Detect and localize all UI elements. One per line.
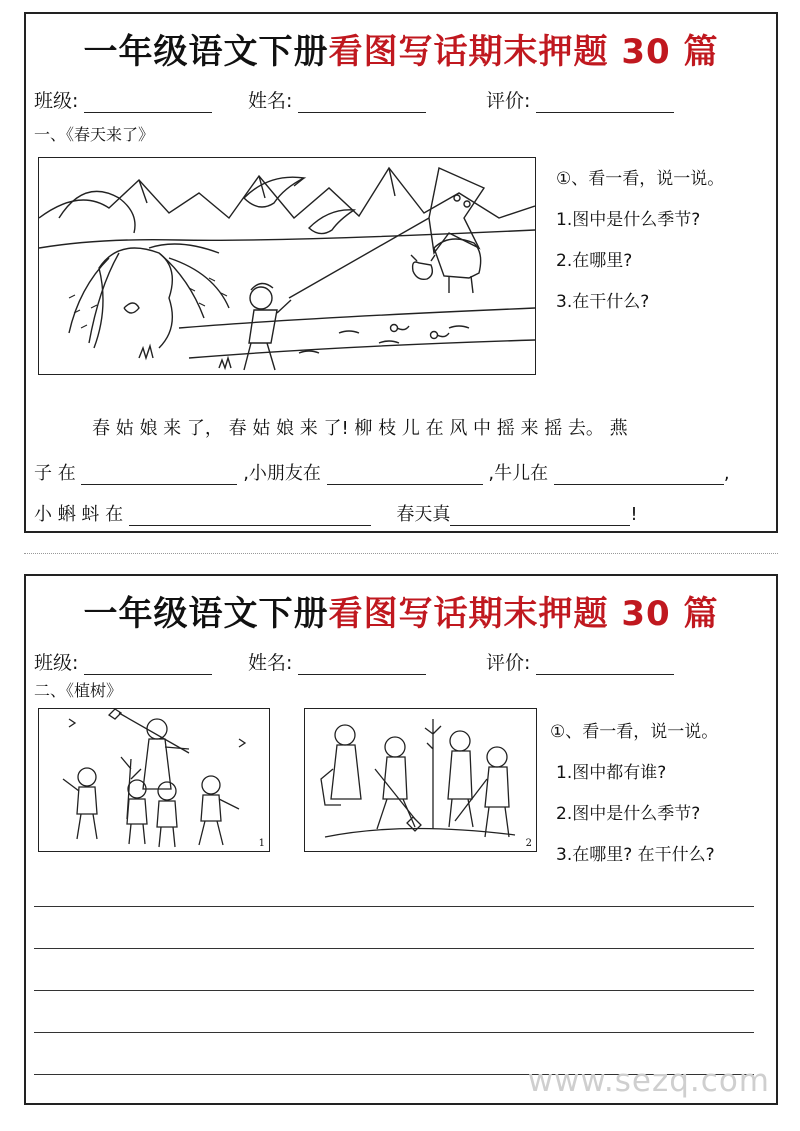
class-field xyxy=(34,648,212,675)
worksheet-1 xyxy=(24,12,778,533)
paragraph-line-3 xyxy=(34,500,768,526)
spring-illustration xyxy=(38,157,536,375)
eval-blank[interactable] xyxy=(536,92,674,113)
picture-number-1: 1 xyxy=(258,838,265,849)
paragraph-line-2 xyxy=(34,459,768,485)
question-3: 3.在干什么? xyxy=(556,292,650,312)
class-label: 班级: xyxy=(34,652,79,674)
worksheet-2 xyxy=(24,574,778,1105)
text-spring: 春天真 xyxy=(396,504,451,525)
text-tadpole: 小 蝌 蚪 在 xyxy=(34,504,124,525)
writing-line-4[interactable] xyxy=(34,1032,754,1033)
tree-planting-picture-2 xyxy=(304,708,537,852)
class-blank[interactable] xyxy=(84,92,212,113)
writing-line-3[interactable] xyxy=(34,990,754,991)
question-intro: ①、看一看，说一说。 xyxy=(556,169,725,189)
eval-field xyxy=(486,86,674,113)
title-black: 一年级语文下册 xyxy=(83,594,329,634)
questions-2 xyxy=(550,717,718,881)
title-black: 一年级语文下册 xyxy=(83,32,329,72)
name-field xyxy=(248,86,426,113)
name-label: 姓名: xyxy=(248,90,293,112)
worksheet-title xyxy=(26,586,776,635)
question-1: 1.图中都有谁? xyxy=(556,763,667,783)
eval-blank[interactable] xyxy=(536,654,674,675)
picture-number-2: 2 xyxy=(525,838,532,849)
tree-planting-picture-1 xyxy=(38,708,270,852)
class-blank[interactable] xyxy=(84,654,212,675)
section-heading: 二、《植树》 xyxy=(34,681,123,700)
question-1: 1.图中是什么季节? xyxy=(556,210,701,230)
question-2: 2.在哪里? xyxy=(556,251,633,271)
name-blank[interactable] xyxy=(298,654,426,675)
name-label: 姓名: xyxy=(248,652,293,674)
exclaim: ! xyxy=(630,504,638,525)
section-heading: 一、《春天来了》 xyxy=(34,125,155,144)
text-cow: ,牛儿在 xyxy=(488,463,549,484)
name-blank[interactable] xyxy=(298,92,426,113)
student-info-row xyxy=(34,86,768,116)
page-divider xyxy=(24,553,778,554)
text-children: ,小朋友在 xyxy=(243,463,321,484)
eval-field xyxy=(486,648,674,675)
questions-1 xyxy=(556,164,724,328)
question-2: 2.图中是什么季节? xyxy=(556,804,701,824)
writing-line-1[interactable] xyxy=(34,906,754,907)
blank-tadpole[interactable] xyxy=(129,505,371,526)
blank-spring[interactable] xyxy=(450,505,630,526)
blank-children[interactable] xyxy=(327,464,483,485)
blank-swallow[interactable] xyxy=(81,464,237,485)
watermark: www.sezq.com xyxy=(527,1063,770,1099)
eval-label: 评价: xyxy=(486,90,531,112)
blank-cow[interactable] xyxy=(554,464,724,485)
text-swallow: 子 在 xyxy=(34,463,76,484)
question-3: 3.在哪里? 在干什么? xyxy=(556,845,715,865)
name-field xyxy=(248,648,426,675)
writing-line-2[interactable] xyxy=(34,948,754,949)
comma: , xyxy=(723,463,730,484)
title-red: 看图写话期末押题 30 篇 xyxy=(328,32,719,72)
title-red: 看图写话期末押题 30 篇 xyxy=(328,594,719,634)
paragraph-line-1: 春 姑 娘 来 了， 春 姑 娘 来 了! 柳 枝 儿 在 风 中 摇 来 摇 去。 燕 xyxy=(92,418,628,439)
student-info-row xyxy=(34,648,768,678)
eval-label: 评价: xyxy=(486,652,531,674)
worksheet-title xyxy=(26,24,776,73)
class-field xyxy=(34,86,212,113)
question-intro: ①、看一看，说一说。 xyxy=(550,722,719,742)
class-label: 班级: xyxy=(34,90,79,112)
